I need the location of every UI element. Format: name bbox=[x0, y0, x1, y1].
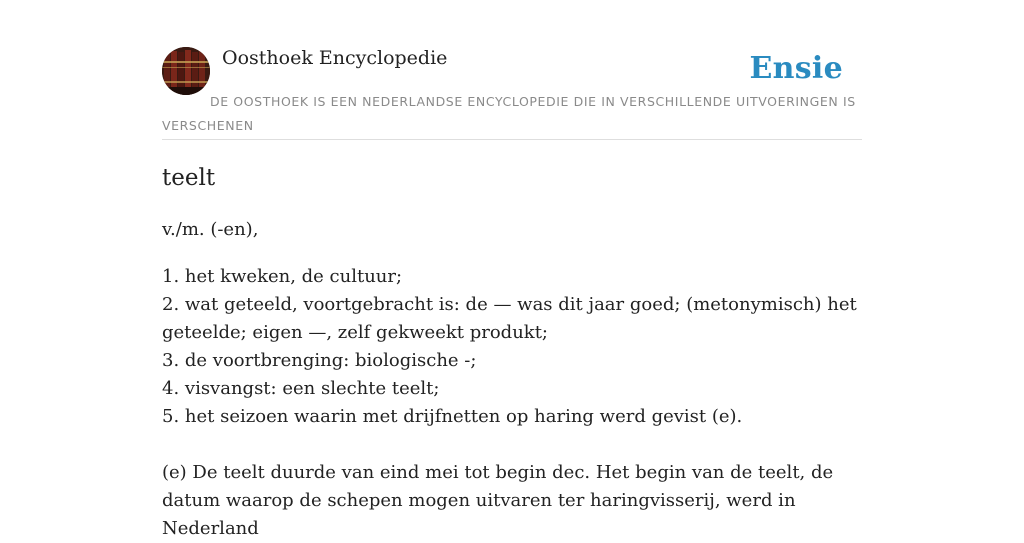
sense-list bbox=[162, 263, 862, 431]
sense-item: 2. wat geteeld, voortgebracht is: de — was dit jaar goed; (metonymisch) het geteelde; eigen —, zelf gekweekt produkt; bbox=[162, 294, 857, 343]
encyclopedia-books-icon bbox=[162, 47, 210, 95]
brand-logo[interactable]: Ensie bbox=[749, 51, 843, 86]
sense-item: 3. de voortbrenging: biologische -; bbox=[162, 350, 477, 371]
sense-item: 4. visvangst: een slechte teelt; bbox=[162, 378, 440, 399]
entry-grammar: v./m. (-en), bbox=[162, 219, 259, 240]
sense-item: 5. het seizoen waarin met drijfnetten op haring werd gevist (e). bbox=[162, 406, 743, 427]
entry-note: (e) De teelt duurde van eind mei tot begin dec. Het begin van de teelt, de datum waarop de schepen mogen uitvaren ter haringvisserij, werd in Nederland bbox=[162, 462, 834, 539]
site-avatar[interactable] bbox=[162, 47, 210, 95]
sense-item: 1. het kweken, de cultuur; bbox=[162, 266, 403, 287]
header-divider bbox=[162, 139, 862, 140]
site-tagline: DE OOSTHOEK IS EEN NEDERLANDSE ENCYCLOPEDIE DIE IN VERSCHILLENDE UITVOERINGEN IS VERSCHENEN bbox=[162, 94, 856, 133]
site-title[interactable]: Oosthoek Encyclopedie bbox=[222, 47, 448, 69]
entry-headword: teelt bbox=[162, 165, 216, 191]
